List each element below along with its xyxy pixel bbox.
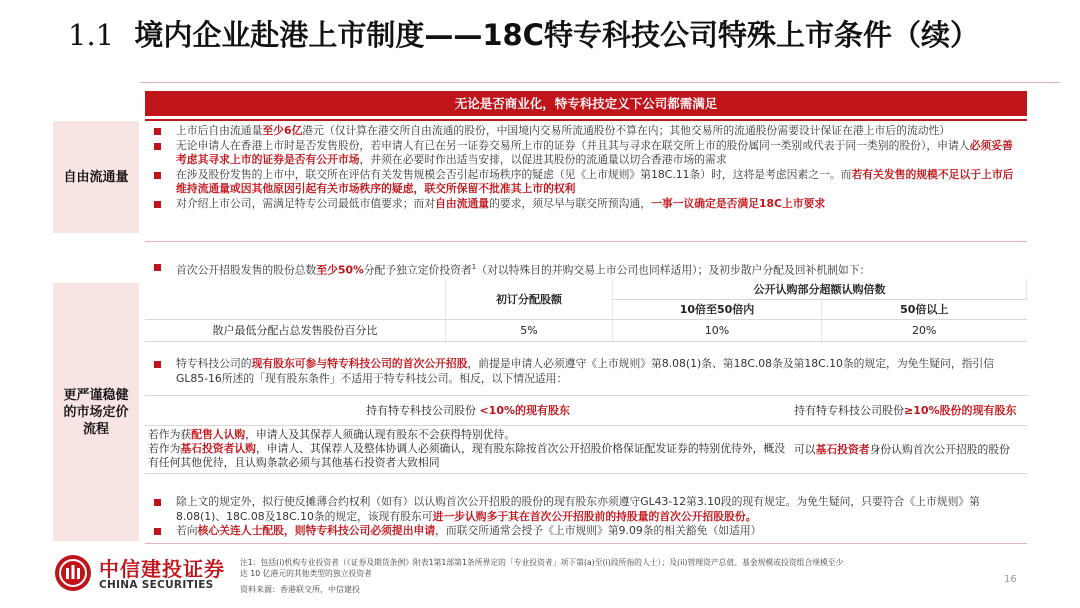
bullet-highlight: 现有股东可参与特专科技公司的首次公开招股 [251, 357, 468, 370]
cell-initial: 5% [446, 319, 613, 341]
side-label-free-float [53, 121, 139, 233]
footer-divider [145, 543, 1027, 544]
bullet-text: 分配予独立定价投资者 [363, 263, 472, 277]
header-50x-plus: 50倍以上 [822, 299, 1027, 319]
bullet-text: 无论申请人在香港上市时是否发售股份，若申请人有已在另一证券交易所上市的证券（并且其与寻求在联交所上市的股份属同一类别或代表于同一类别的股份），申请人 [176, 138, 970, 152]
header-public-oversubscription: 公开认购部分超额认购倍数 [613, 279, 1027, 299]
header-under-10pct: 持有特专科技公司股份 <10%的现有股东 [145, 396, 791, 426]
section-number: 1.1 [68, 18, 115, 52]
banner-underline [145, 119, 1027, 121]
bullet-text: （对以特殊目的并购交易上市公司也同样适用）；及初步散户分配及回补机制如下： [476, 263, 871, 277]
shareholder-table [145, 395, 1027, 474]
row-label-retail-min: 散户最低分配占总发售股份百分比 [145, 319, 446, 341]
footnote-marker: 1 [471, 263, 477, 271]
bullet-highlight: 自由流通量 [435, 196, 490, 210]
cell-under-10pct-rules [145, 426, 791, 474]
header-10-50x: 10倍至50倍内 [613, 299, 822, 319]
bullet-text: 在涉及股份发售的上市中，联交所在评估有关发售规模会否引起市场秩序的疑虑（见《上市规则》第18C.11条）时，这将是考虑因素之一。而 [176, 167, 852, 181]
bullet-item [150, 524, 1015, 539]
bullet-square-icon [154, 264, 161, 271]
side-label-text: 自由流通量 [63, 169, 129, 185]
bullet-text: ，而联交所通常会授予《上市规则》第9.09条的相关豁免（如适用） [435, 524, 762, 538]
bullet-item [150, 168, 1015, 197]
bullet-text: ，前提是申请人必须遵守《上市规则》第8.08(1)条、第18C.08条及第18C.10条的规定，为免生疑问，指引信GL85-16所述的「现有股东条件」不适用于特专科技公司。相反，以下情况适用： [176, 357, 995, 385]
header-initial-allocation: 初订分配股额 [446, 279, 613, 319]
bullet-item [150, 124, 1015, 139]
bullet-text: 的要求，须尽早与联交所预沟通， [489, 196, 652, 210]
allocation-table [145, 279, 1027, 342]
placee-rule: 若作为获配售人认购，申请人及其保荐人须确认现有股东不会获得特别优待。 [148, 428, 516, 441]
bullet-text: 首次公开招股发售的股份总数 [176, 263, 317, 277]
ipo-allocation-bullet [150, 260, 1015, 278]
bullet-text: 除上文的规定外，拟行使反摊薄合约权利（如有）以认购首次公开招股的股份的现有股东亦须遵守GL43-12第3.10段的现有规定。为免生疑问，只要符合《上市规则》第8.08(1)、18C.08及18C.10条的规定，该现有股东可 [176, 495, 980, 523]
side-label-stable-market [53, 283, 139, 541]
bullet-text: 若向 [176, 524, 198, 538]
bullet-highlight: 至少6亿 [262, 124, 303, 137]
bullet-square-icon [154, 172, 161, 179]
cornerstone-rule: 若作为基石投资者认购，申请人、其保荐人及整体协调人必须确认，现有股东除按首次公开招股价格保证配发证券的特别优待外，概没有任何其他优待，且认购条款必须与其他基石投资者大致相同 [148, 442, 786, 469]
bullet-text: 港元（仅计算在港交所自由流通的股份，中国境内交易所流通股份不算在内；其他交易所的流通股份需要设计保证在港上市后的流动性） [302, 124, 951, 137]
bullet-text: 上市后自由流通量 [176, 124, 263, 137]
bullet-text: 对介绍上市公司，需满足特专公司最低市值要求；而对 [176, 196, 436, 210]
cell-50x-plus: 20% [822, 319, 1027, 341]
cell-10-50x: 10% [613, 319, 822, 341]
section-divider [145, 241, 1027, 242]
bullet-square-icon [154, 143, 161, 150]
header-over-10pct: 持有特专科技公司股份≥10%股份的现有股东 [791, 396, 1027, 426]
additional-rules-list [150, 495, 1015, 539]
free-float-list [150, 124, 1015, 212]
bullet-text: ，并须在必要时作出适当安排，以促进其股份的流通量以切合香港市场的需求 [359, 153, 727, 167]
bullet-highlight: 必须妥善考虑其寻求上市的证券是否有公开市场 [176, 138, 1013, 167]
bullet-item [150, 139, 1015, 168]
company-logo [55, 553, 255, 597]
bullet-square-icon [154, 361, 161, 368]
bullet-item [150, 495, 1015, 524]
footnote: 注1：包括(i)机构专业投资者（《证券及期货条例》附表1第1部第1条所界定的「专业投资者」项下第(a)至(i)段所指的人士）；及(ii)管理资产总值、基金规模或投资组合规模至少达 10 亿港元的其他类型的独立投资者 [240, 558, 844, 578]
header-banner: 无论是否商业化，特专科技定义下公司都需满足 [145, 91, 1027, 116]
existing-shareholder-bullet [150, 357, 1015, 386]
bullet-text: 特专科技公司的 [176, 357, 252, 370]
logo-mark-icon [55, 555, 91, 591]
side-label-text: 更严谨稳健的市场定价流程 [63, 387, 129, 437]
cell-over-10pct-rule: 可以基石投资者身份认购首次公开招股的股份 [791, 426, 1027, 474]
bullet-highlight: 进一步认购多于其在首次公开招股前的持股量的首次公开招股股份。 [432, 509, 757, 523]
bullet-item [150, 197, 1015, 212]
title-text: 境内企业赴港上市制度——18C特专科技公司特殊上市条件（续） [134, 18, 979, 52]
bullet-item [150, 260, 1015, 278]
title-divider [140, 82, 1060, 83]
bullet-highlight: 至少50% [316, 263, 364, 277]
bullet-highlight: 一事一议确定是否满足18C上市要求 [651, 196, 826, 210]
source-note: 资料来源：香港联交所，中信建投 [240, 585, 360, 594]
bullet-highlight: 若有关发售的规模不足以于上市后维持流通量或因其他原因引起有关市场秩序的疑虑，联交所保留不批准其上市的权利 [176, 167, 1014, 196]
logo-english: CHINA SECURITIES [99, 579, 214, 591]
bullet-square-icon [154, 201, 161, 208]
logo-chinese: 中信建投证券 [99, 557, 225, 581]
bullet-item [150, 357, 1015, 386]
bullet-square-icon [154, 528, 161, 535]
page-number: 16 [1004, 574, 1017, 585]
page-title [68, 18, 1008, 52]
bullet-highlight: 核心关连人士配股，则特专科技公司必须提出申请 [197, 524, 436, 538]
bullet-square-icon [154, 499, 161, 506]
bullet-square-icon [154, 128, 161, 135]
